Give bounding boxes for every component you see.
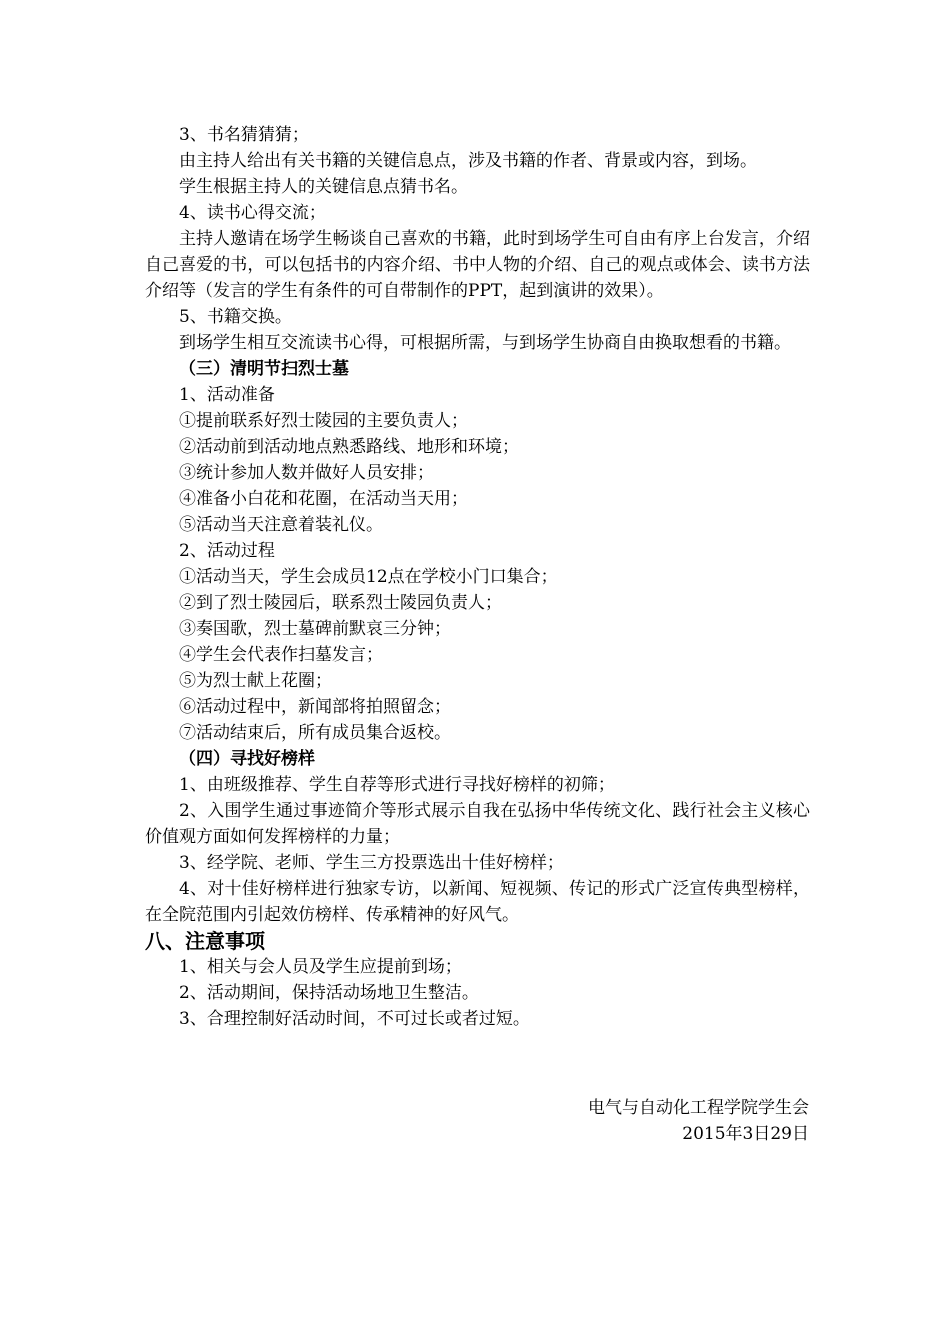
reading-item5-title: 5、书籍交换。 bbox=[179, 307, 292, 327]
signature-block bbox=[588, 1095, 809, 1147]
qingming-prep-title: 1、活动准备 bbox=[179, 385, 275, 405]
signature-date: 2015年3日29日 bbox=[682, 1124, 809, 1144]
notes-item: 1、相关与会人员及学生应提前到场； bbox=[179, 957, 462, 977]
qingming-heading: （三）清明节扫烈士墓 bbox=[179, 359, 349, 379]
reading-item5-text: 到场学生相互交流读书心得，可根据所需，与到场学生协商自由换取想看的书籍。 bbox=[179, 333, 791, 353]
notes-item: 3、合理控制好活动时间，不可过长或者过短。 bbox=[179, 1009, 530, 1029]
qingming-prep-item: ⑤活动当天注意着装礼仪。 bbox=[179, 515, 383, 535]
qingming-prep-item: ④准备小白花和花圈，在活动当天用； bbox=[179, 489, 468, 509]
notes-heading: 八、注意事项 bbox=[145, 929, 265, 953]
qingming-process-item: ②到了烈士陵园后，联系烈士陵园负责人； bbox=[179, 593, 502, 613]
qingming-process-item: ⑥活动过程中，新闻部将拍照留念； bbox=[179, 697, 451, 717]
signature-org: 电气与自动化工程学院学生会 bbox=[588, 1098, 809, 1118]
notes-item: 2、活动期间，保持活动场地卫生整洁。 bbox=[179, 983, 479, 1003]
qingming-process-item: ④学生会代表作扫墓发言； bbox=[179, 645, 383, 665]
reading-item4-title: 4、读书心得交流； bbox=[179, 203, 326, 223]
reading-item3-text: 由主持人给出有关书籍的关键信息点，涉及书籍的作者、背景或内容，到场。 bbox=[179, 151, 757, 171]
reading-item4-text: 主持人邀请在场学生畅谈自己喜欢的书籍，此时到场学生可自由有序上台发言，介绍自己喜爱的书，可以包括书的内容介绍、书中人物的介绍、自己的观点或体会、读书方法介绍等（发言的学生有条件的可自带制作的PPT，起到演讲的效果）。 bbox=[145, 229, 810, 301]
reading-item3-text2: 学生根据主持人的关键信息点猜书名。 bbox=[179, 177, 468, 197]
rolemodel-heading: （四）寻找好榜样 bbox=[179, 749, 315, 769]
rolemodel-item: 4、对十佳好榜样进行独家专访，以新闻、短视频、传记的形式广泛宣传典型榜样，在全院范围内引起效仿榜样、传承精神的好风气。 bbox=[145, 879, 810, 925]
qingming-prep-item: ③统计参加人数并做好人员安排； bbox=[179, 463, 434, 483]
rolemodel-item: 1、由班级推荐、学生自荐等形式进行寻找好榜样的初筛； bbox=[179, 775, 615, 795]
qingming-process-item: ①活动当天，学生会成员12点在学校小门口集合； bbox=[179, 567, 558, 587]
reading-item3-title: 3、书名猜猜猜； bbox=[179, 125, 309, 145]
qingming-prep-item: ②活动前到活动地点熟悉路线、地形和环境； bbox=[179, 437, 519, 457]
qingming-prep-item: ①提前联系好烈士陵园的主要负责人； bbox=[179, 411, 468, 431]
qingming-process-item: ③奏国歌，烈士墓碑前默哀三分钟； bbox=[179, 619, 451, 639]
document-body bbox=[145, 122, 810, 1032]
qingming-process-item: ⑦活动结束后，所有成员集合返校。 bbox=[179, 723, 451, 743]
rolemodel-item: 3、经学院、老师、学生三方投票选出十佳好榜样； bbox=[179, 853, 564, 873]
qingming-process-item: ⑤为烈士献上花圈； bbox=[179, 671, 332, 691]
rolemodel-item: 2、入围学生通过事迹简介等形式展示自我在弘扬中华传统文化、践行社会主义核心价值观方面如何发挥榜样的力量； bbox=[145, 801, 810, 847]
qingming-process-title: 2、活动过程 bbox=[179, 541, 275, 561]
